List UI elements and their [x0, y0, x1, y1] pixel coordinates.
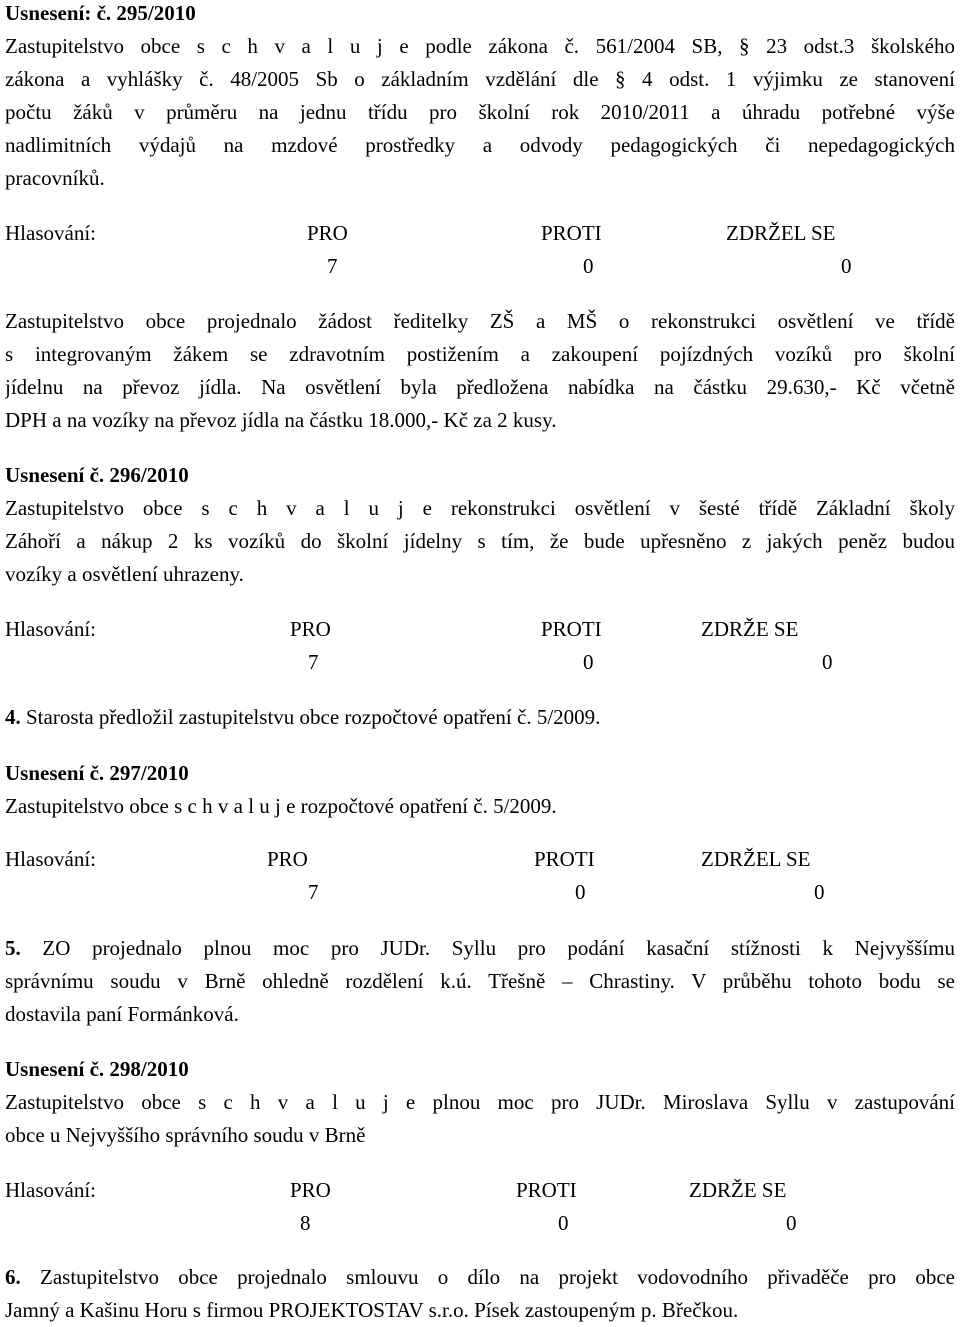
vote-pro-count: 7	[327, 254, 338, 278]
item-text: Zastupitelstvo obce projednalo smlouvu o dílo na projekt vodovodního přivaděče pro obce	[20, 1265, 955, 1289]
text-line: zákona a vyhlášky č. 48/2005 Sb o základním vzdělání dle § 4 odst. 1 výjimku ze stanovení	[5, 67, 955, 91]
item-number: 4.	[5, 705, 21, 729]
vote-pro-label: PRO	[290, 1178, 331, 1202]
vote-label: Hlasování:	[5, 1178, 96, 1202]
text-line: pracovníků.	[5, 166, 105, 190]
resolution-heading: Usnesení č. 297/2010	[5, 761, 189, 785]
vote-table-295	[5, 217, 955, 283]
vote-table-298	[5, 1174, 955, 1240]
text-line	[5, 701, 955, 734]
vote-pro-label: PRO	[290, 617, 331, 641]
resolution-298	[5, 1053, 955, 1152]
resolution-heading: Usnesení č. 296/2010	[5, 463, 189, 487]
text-line: správnímu soudu v Brně ohledně rozdělení k.ú. Třešně – Chrastiny. V průběhu tohoto bodu se	[5, 969, 955, 993]
item-text: Starosta předložil zastupitelstvu obce rozpočtové opatření č. 5/2009.	[20, 705, 601, 729]
request-paragraph	[5, 305, 955, 437]
resolution-296	[5, 459, 955, 591]
text-line: Jamný a Kašinu Horu s firmou PROJEKTOSTAV s.r.o. Písek zastoupeným p. Břečkou.	[5, 1298, 739, 1322]
vote-proti-count: 0	[583, 254, 594, 278]
vote-label: Hlasování:	[5, 617, 96, 641]
text-line: dostavila paní Formánková.	[5, 1002, 239, 1026]
text-line: počtu žáků v průměru na jednu třídu pro školní rok 2010/2011 a úhradu potřebné výše	[5, 100, 955, 124]
resolution-295	[5, 0, 955, 195]
text-line: nadlimitních výdajů na mzdové prostředky a odvody pedagogických či nepedagogických	[5, 133, 955, 157]
text-line	[5, 1261, 955, 1294]
text-line: obce u Nejvyššího správního soudu v Brně	[5, 1123, 366, 1147]
text-line: Zastupitelstvo obce s c h v a l u j e plnou moc pro JUDr. Miroslava Syllu v zastupování	[5, 1090, 955, 1114]
vote-abstain-count: 0	[786, 1211, 797, 1235]
vote-proti-count: 0	[583, 650, 594, 674]
text-line: Zastupitelstvo obce projednalo žádost ředitelky ZŠ a MŠ o rekonstrukci osvětlení ve třídě	[5, 309, 955, 333]
vote-proti-count: 0	[575, 880, 586, 904]
text-line: Zastupitelstvo obce s c h v a l u j e podle zákona č. 561/2004 SB, § 23 odst.3 školského	[5, 34, 955, 58]
vote-proti-label: PROTI	[541, 221, 602, 245]
vote-proti-label: PROTI	[534, 847, 595, 871]
vote-table-297	[5, 843, 955, 909]
text-line: s integrovaným žákem se zdravotním postižením a zakoupení pojízdných vozíků pro školní	[5, 342, 955, 366]
vote-abstain-label: ZDRŽE SE	[689, 1178, 787, 1202]
vote-abstain-count: 0	[841, 254, 852, 278]
text-line: jídelnu na převoz jídla. Na osvětlení byla předložena nabídka na částku 29.630,- Kč včetně	[5, 375, 955, 399]
vote-abstain-count: 0	[822, 650, 833, 674]
vote-label: Hlasování:	[5, 847, 96, 871]
text-line	[5, 932, 955, 965]
vote-proti-label: PROTI	[516, 1178, 577, 1202]
text-line: Zastupitelstvo obce s c h v a l u j e rekonstrukci osvětlení v šesté třídě Základní školy	[5, 496, 955, 520]
resolution-heading: Usnesení: č. 295/2010	[5, 1, 196, 25]
text-line: DPH a na vozíky na převoz jídla na částku 18.000,- Kč za 2 kusy.	[5, 408, 557, 432]
agenda-item-4	[5, 701, 955, 734]
vote-pro-count: 7	[308, 880, 319, 904]
vote-abstain-label: ZDRŽEL SE	[726, 221, 836, 245]
vote-pro-label: PRO	[267, 847, 308, 871]
item-number: 6.	[5, 1265, 21, 1289]
vote-proti-count: 0	[558, 1211, 569, 1235]
text-line: Zastupitelstvo obce s c h v a l u j e rozpočtové opatření č. 5/2009.	[5, 794, 557, 818]
vote-pro-count: 8	[300, 1211, 311, 1235]
agenda-item-5	[5, 932, 955, 1031]
vote-pro-label: PRO	[307, 221, 348, 245]
resolution-297	[5, 757, 955, 823]
vote-label: Hlasování:	[5, 221, 96, 245]
item-number: 5.	[5, 936, 21, 960]
resolution-heading: Usnesení č. 298/2010	[5, 1057, 189, 1081]
vote-table-296	[5, 613, 955, 679]
vote-pro-count: 7	[308, 650, 319, 674]
agenda-item-6	[5, 1261, 955, 1327]
item-text: ZO projednalo plnou moc pro JUDr. Syllu pro podání kasační stížnosti k Nejvyššímu	[20, 936, 955, 960]
text-line: vozíky a osvětlení uhrazeny.	[5, 562, 244, 586]
vote-proti-label: PROTI	[541, 617, 602, 641]
vote-abstain-label: ZDRŽEL SE	[701, 847, 811, 871]
vote-abstain-count: 0	[814, 880, 825, 904]
vote-abstain-label: ZDRŽE SE	[701, 617, 799, 641]
text-line: Záhoří a nákup 2 ks vozíků do školní jídelny s tím, že bude upřesněno z jakých peněz budou	[5, 529, 955, 553]
